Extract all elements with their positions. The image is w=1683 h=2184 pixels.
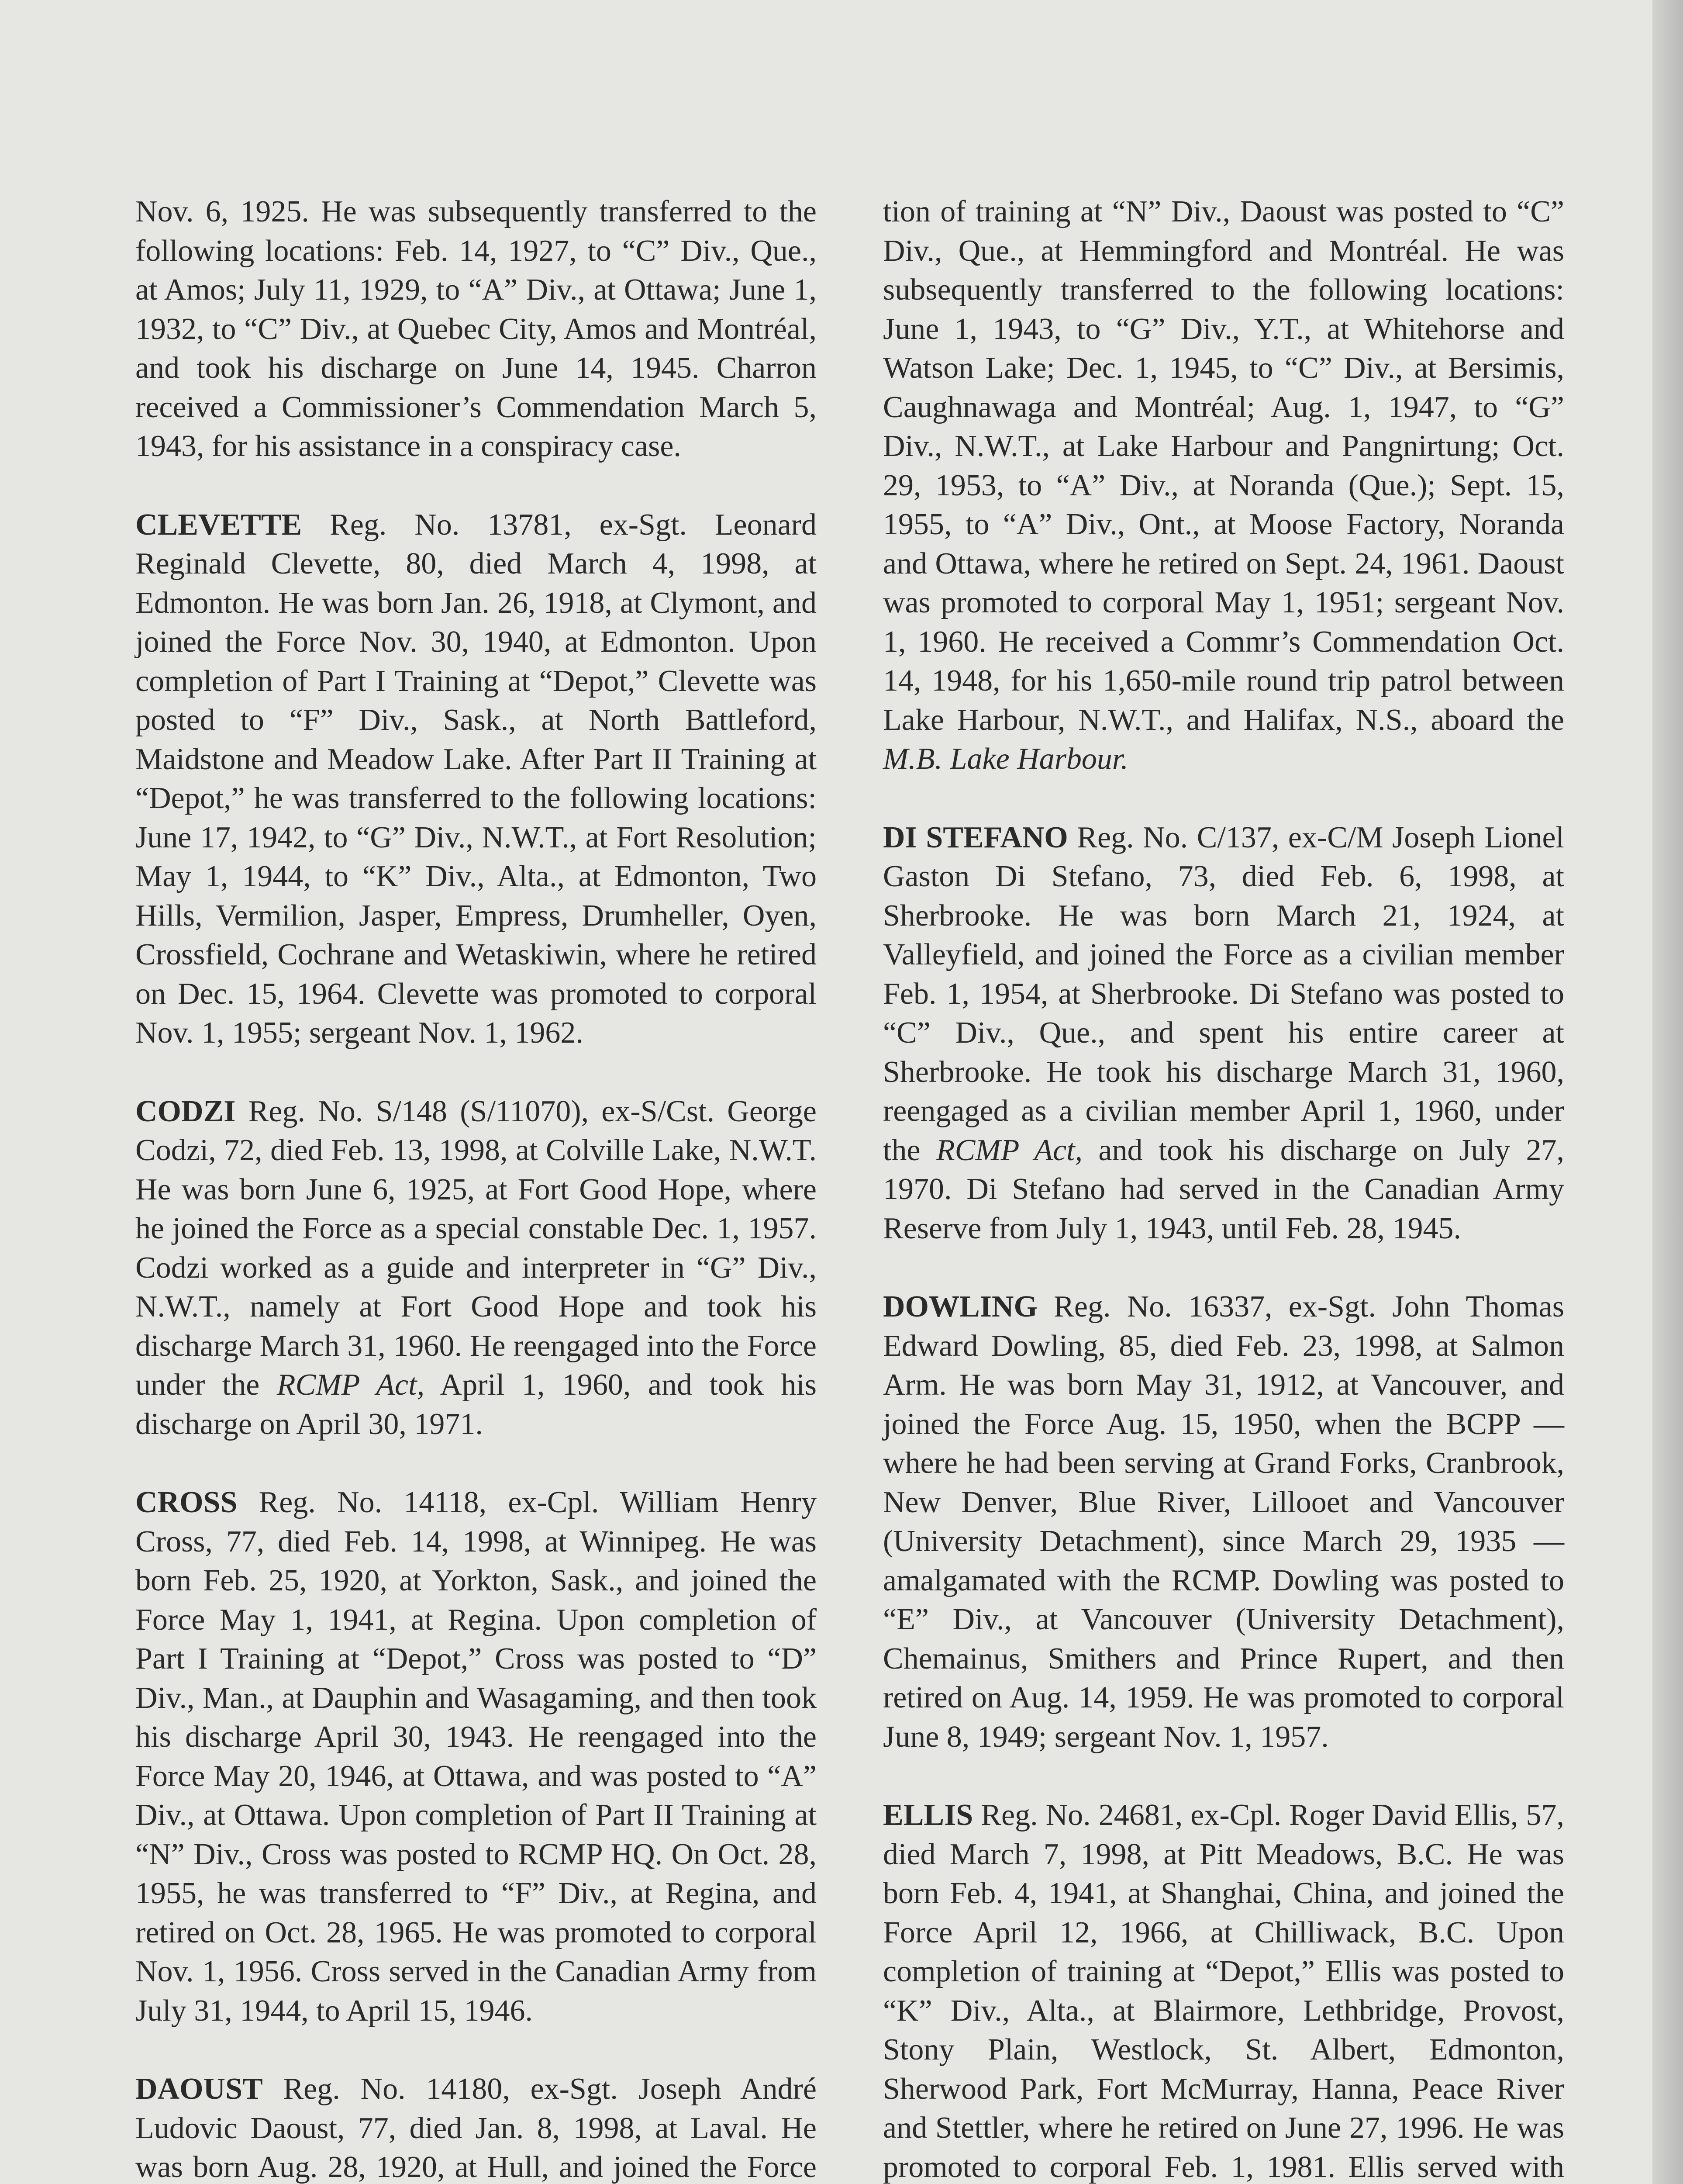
obituary-entry [883,192,1564,779]
obituary-entry [135,1092,817,1444]
entry-text: tion of training at “N” Div., Daoust was posted to “C” Div., Que., at Hemmingford and Montréal. He was subsequently transferred to the following locations: June 1, 1943, to “G” Div., Y.T., at Whitehorse and Watson Lake; Dec. 1, 1945, to “C” Div., at Bersimis, Caughnawaga and Montréal; Aug. 1, 1947, to “G” Div., N.W.T., at Lake Harbour and Pangnirtung; Oct. 29, 1953, to “A” Div., at Noranda (Que.); Sept. 15, 1955, to “A” Div., Ont., at Moose Factory, Noranda and Ottawa, where he retired on Sept. 24, 1961. Daoust was promoted to corporal May 1, 1951; sergeant Nov. 1, 1960. He received a Commr’s Commendation Oct. 14, 1948, for his 1,650-mile round trip patrol between Lake Harbour, N.W.T., and Halifax, N.S., aboard the [883,195,1564,737]
entry-text: Reg. No. 24681, ex-Cpl. Roger David Ellis, 57, died March 7, 1998, at Pitt Meadows, B.C. He was born Feb. 4, 1941, at Shanghai, China, and joined the Force April 12, 1966, at Chilliwack, B.C. Upon completion of training at “Depot,” Ellis was posted to “K” Div., Alta., at Blairmore, Lethbridge, Provost, Stony Plain, Westlock, St. Albert, Edmonton, Sherwood Park, Fort McMurray, Hanna, Peace River and Stettler, where he retired on June 27, 1996. He was promoted to corporal Feb. 1, 1981. Ellis served with [883,1798,1564,2184]
entry-text: Reg. No. C/137, ex-C/M Joseph Lionel Gaston Di Stefano, 73, died Feb. 6, 1998, at Sherbrooke. He was born March 21, 1924, at Valleyfield, and joined the Force as a civilian member Feb. 1, 1954, at Sherbrooke. Di Stefano was posted to “C” Div., Que., and spent his entire career at Sherbrooke. He took his discharge March 31, 1960, reengaged as a civilian member April 1, 1960, under the [883,820,1565,1167]
entry-surname: DOWLING [883,1290,1038,1324]
obituary-entry [135,192,817,466]
entry-text-after: and took his discharge on July 27, 1970. Di Stefano had served in the Canadian Army Reserve from July 1, 1943, until Feb. 28, 1945. [883,1133,1564,1245]
page-edge [1652,0,1683,2184]
right-column [883,192,1564,2184]
left-column [135,192,817,2184]
entry-surname: CROSS [135,1486,238,1519]
entry-text: Reg. No. 16337, ex-Sgt. John Thomas Edward Dowling, 85, died Feb. 23, 1998, at Salmon Arm. He was born May 31, 1912, at Vancouver, and joined the Force Aug. 15, 1950, when the BCPP — where he had been serving at Grand Forks, Cranbrook, New Denver, Blue River, Lillooet and Vancouver (University Detachment), since March 29, 1935 — amalgamated with the RCMP. Dowling was posted to “E” Div., at Vancouver (University Detachment), Chemainus, Smithers and Prince Rupert, and then retired on Aug. 14, 1959. He was promoted to corporal June 8, 1949; sergeant Nov. 1, 1957. [883,1290,1564,1754]
entry-italic: M.B. Lake Harbour. [883,742,1128,776]
entry-surname: DI STEFANO [883,820,1068,854]
obituary-entry [883,818,1564,1248]
entry-text: Reg. No. 14180, ex-Sgt. Joseph André Ludovic Daoust, 77, died Jan. 8, 1998, at Laval. He was born Aug. 28, 1920, at Hull, and joined the Force [135,2072,817,2184]
entry-text: Nov. 6, 1925. He was subsequently transferred to the following locations: Feb. 14, 1927, to “C” Div., Que., at Amos; July 11, 1929, to “A” Div., at Ottawa; June 1, 1932, to “C” Div., at Quebec City, Amos and Montréal, and took his discharge on June 14, 1945. Charron received a Commissioner’s Commendation March 5, 1943, for his assistance in a conspiracy case. [135,195,817,463]
entry-text: Reg. No. 14118, ex-Cpl. William Henry Cross, 77, died Feb. 14, 1998, at Winnipeg. He was born Feb. 25, 1920, at Yorkton, Sask., and joined the Force May 1, 1941, at Regina. Upon completion of Part I Training at “Depot,” Cross was posted to “D” Div., Man., at Dauphin and Wasagaming, and then took his discharge April 30, 1943. He reengaged into the Force May 20, 1946, at Ottawa, and was posted to “A” Div., at Ottawa. Upon completion of Part II Training at “N” Div., Cross was posted to RCMP HQ. On Oct. 28, 1955, he was transferred to “F” Div., at Regina, and retired on Oct. 28, 1965. He was promoted to corporal Nov. 1, 1956. Cross served in the Canadian Army from July 31, 1944, to April 15, 1946. [135,1486,817,2028]
entry-surname: DAOUST [135,2072,263,2106]
obituary-entry [135,1483,817,2030]
entry-surname: CODZI [135,1094,236,1128]
obituary-entry [135,2070,817,2184]
entry-text: Reg. No. S/148 (S/11070), ex-S/Cst. George Codzi, 72, died Feb. 13, 1998, at Colville Lake, N.W.T. He was born June 6, 1925, at Fort Good Hope, where he joined the Force as a special constable Dec. 1, 1957. Codzi worked as a guide and interpreter in “G” Div., N.W.T., namely at Fort Good Hope and took his discharge March 31, 1960. He reengaged into the Force under the [135,1094,817,1402]
obituary-entry [135,505,817,1053]
entry-text-after: April 1, 1960, and took his discharge on April 30, 1971. [135,1368,817,1441]
entry-text: Reg. No. 13781, ex-Sgt. Leonard Reginald Clevette, 80, died March 4, 1998, at Edmonton. He was born Jan. 26, 1918, at Clymont, and joined the Force Nov. 30, 1940, at Edmonton. Upon completion of Part I Training at “Depot,” Clevette was posted to “F” Div., Sask., at North Battleford, Maidstone and Meadow Lake. After Part II Training at “Depot,” he was transferred to the following locations: June 17, 1942, to “G” Div., N.W.T., at Fort Resolution; May 1, 1944, to “K” Div., Alta., at Edmonton, Two Hills, Vermilion, Jasper, Empress, Drumheller, Oyen, Crossfield, Cochrane and Wetaskiwin, where he retired on Dec. 15, 1964. Clevette was promoted to corporal Nov. 1, 1955; sergeant Nov. 1, 1962. [135,508,817,1050]
entry-italic: RCMP Act, [936,1133,1083,1167]
entry-surname: CLEVETTE [135,508,302,542]
obituary-entry [883,1287,1564,1756]
obituary-entry [883,1796,1564,2184]
entry-italic: RCMP Act, [276,1368,425,1402]
entry-surname: ELLIS [883,1798,973,1832]
